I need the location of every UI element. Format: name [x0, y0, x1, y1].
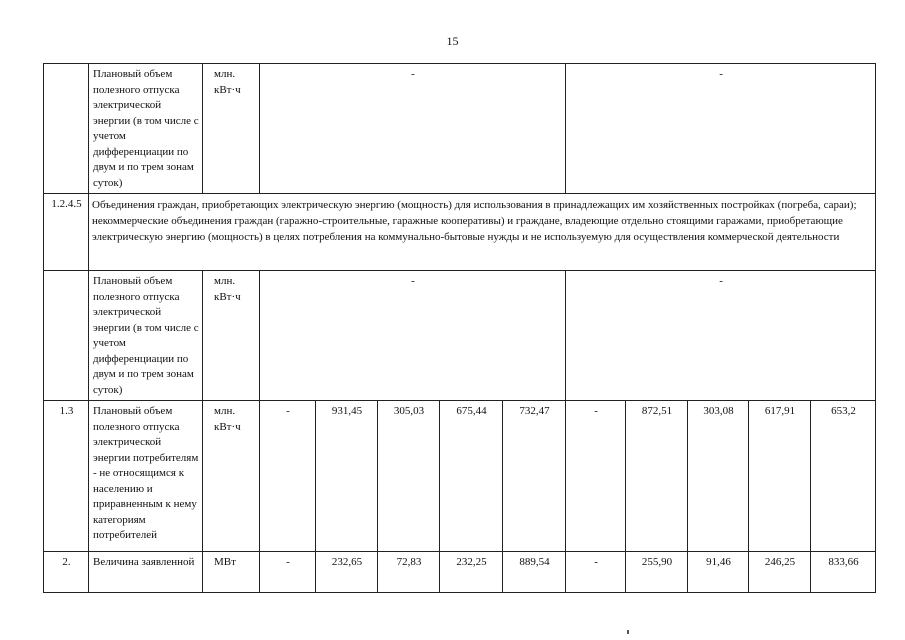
table-row	[44, 401, 876, 552]
row-unit: млн. кВт·ч	[203, 64, 260, 194]
table-row	[44, 552, 876, 593]
value-cell: 872,51	[626, 401, 688, 552]
right-value-cell: -	[566, 271, 876, 401]
value-cell: -	[566, 552, 626, 593]
row-unit: МВт	[203, 552, 260, 593]
left-value-cell: -	[260, 64, 566, 194]
value-cell: 732,47	[503, 401, 566, 552]
value-cell: 675,44	[440, 401, 503, 552]
section-description: Объединения граждан, приобретающих электрическую энергию (мощность) для использования в принадлежащих им хозяйственных постройках (погреба, сараи); некоммерческие объединения граждан (гаражно-строительные, гаражные кооперативы) и граждане, владеющие отдельно стоящими гаражами, приобретающие электрическую энергию (мощность) в целях потребления на коммунально-бытовые нужды и не используемую для осуществления коммерческой деятельности	[89, 194, 876, 271]
row-number: 1.3	[44, 401, 89, 552]
value-cell: 305,03	[378, 401, 440, 552]
value-cell: -	[260, 401, 316, 552]
row-unit: млн. кВт·ч	[203, 401, 260, 552]
value-cell: -	[566, 401, 626, 552]
tariff-table	[43, 63, 876, 593]
value-cell: 653,2	[811, 401, 876, 552]
value-cell: -	[260, 552, 316, 593]
value-cell: 91,46	[688, 552, 749, 593]
row-number	[44, 64, 89, 194]
scan-mark	[627, 630, 629, 634]
row-number: 1.2.4.5	[44, 194, 89, 271]
value-cell: 833,66	[811, 552, 876, 593]
page-number: 15	[446, 34, 459, 48]
row-label: Плановый объем полезного отпуска электрической энергии (в том числе с учетом дифференциации по двум и по трем зонам суток)	[89, 64, 203, 194]
value-cell: 255,90	[626, 552, 688, 593]
row-label: Плановый объем полезного отпуска электрической энергии (в том числе с учетом дифференциации по двум и по трем зонам суток)	[89, 271, 203, 401]
left-value-cell: -	[260, 271, 566, 401]
value-cell: 72,83	[378, 552, 440, 593]
value-cell: 232,25	[440, 552, 503, 593]
row-unit: млн. кВт·ч	[203, 271, 260, 401]
value-cell: 246,25	[749, 552, 811, 593]
value-cell: 232,65	[316, 552, 378, 593]
row-label: Плановый объем полезного отпуска электрической энергии потребителям - не относящимся к населению и приравненным к нему категориям потребителей	[89, 401, 203, 552]
value-cell: 303,08	[688, 401, 749, 552]
value-cell: 617,91	[749, 401, 811, 552]
table-row	[44, 194, 876, 271]
table-row	[44, 271, 876, 401]
value-cell: 931,45	[316, 401, 378, 552]
row-label: Величина заявленной	[89, 552, 203, 593]
right-value-cell: -	[566, 64, 876, 194]
value-cell: 889,54	[503, 552, 566, 593]
row-number	[44, 271, 89, 401]
table-row	[44, 64, 876, 194]
row-number: 2.	[44, 552, 89, 593]
